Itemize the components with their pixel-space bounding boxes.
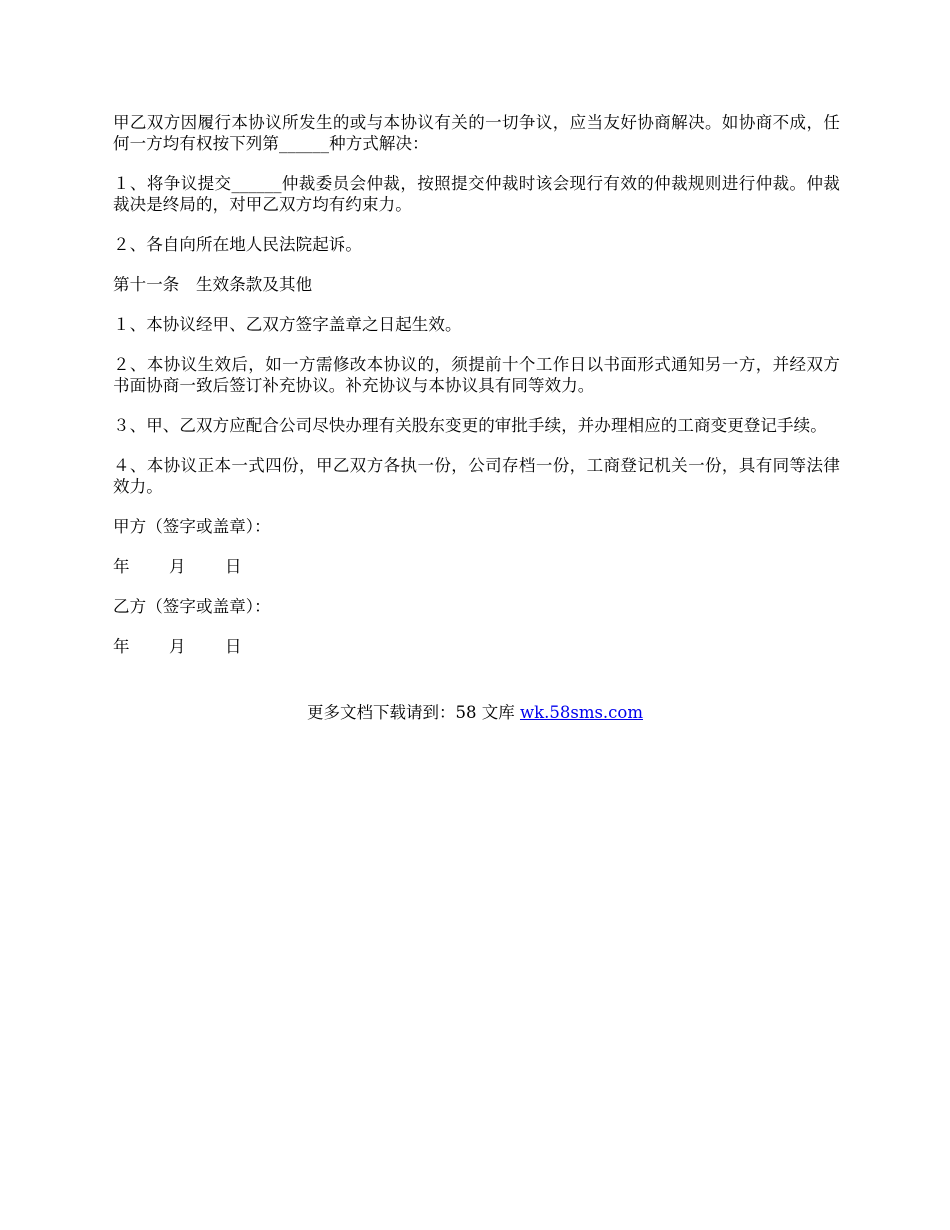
document-body <box>113 112 840 676</box>
paragraph-registration: ３、甲、乙双方应配合公司尽快办理有关股东变更的审批手续，并办理相应的工商变更登记手续。 <box>113 416 827 435</box>
party-b-signature-label: 乙方（签字或盖章）： <box>113 597 271 616</box>
party-a-signature-label: 甲方（签字或盖章）： <box>113 517 271 536</box>
date-day-label: 日 <box>225 637 242 656</box>
date-year-label: 年 <box>113 637 130 656</box>
paragraph-effective-date: １、本协议经甲、乙双方签字盖章之日起生效。 <box>113 315 462 334</box>
paragraph-copies: ４、本协议正本一式四份，甲乙双方各执一份，公司存档一份，工商登记机关一份，具有同等法律效力。 <box>113 456 840 496</box>
date-year-label: 年 <box>113 557 130 576</box>
section-heading-article-11: 第十一条 生效条款及其他 <box>113 275 313 294</box>
paragraph-dispute-resolution: 甲乙双方因履行本协议所发生的或与本协议有关的一切争议，应当友好协商解决。如协商不成，任何一方均有权按下列第______种方式解决： <box>113 113 840 153</box>
party-b-date-line <box>113 636 840 657</box>
footer-text: 更多文档下载请到：58 文库 <box>306 703 520 722</box>
date-month-label: 月 <box>169 557 186 576</box>
paragraph-arbitration: １、将争议提交______仲裁委员会仲裁，按照提交仲裁时该会现行有效的仲裁规则进行仲裁。仲裁裁决是终局的，对甲乙双方均有约束力。 <box>113 174 840 214</box>
paragraph-litigation: ２、各自向所在地人民法院起诉。 <box>113 235 362 254</box>
footer-link[interactable]: wk.58sms.com <box>519 703 643 722</box>
party-a-date-line <box>113 556 840 577</box>
date-day-label: 日 <box>225 557 242 576</box>
paragraph-amendment: ２、本协议生效后，如一方需修改本协议的，须提前十个工作日以书面形式通知另一方，并经双方书面协商一致后签订补充协议。补充协议与本协议具有同等效力。 <box>113 355 840 395</box>
footer <box>0 702 950 723</box>
date-month-label: 月 <box>169 637 186 656</box>
